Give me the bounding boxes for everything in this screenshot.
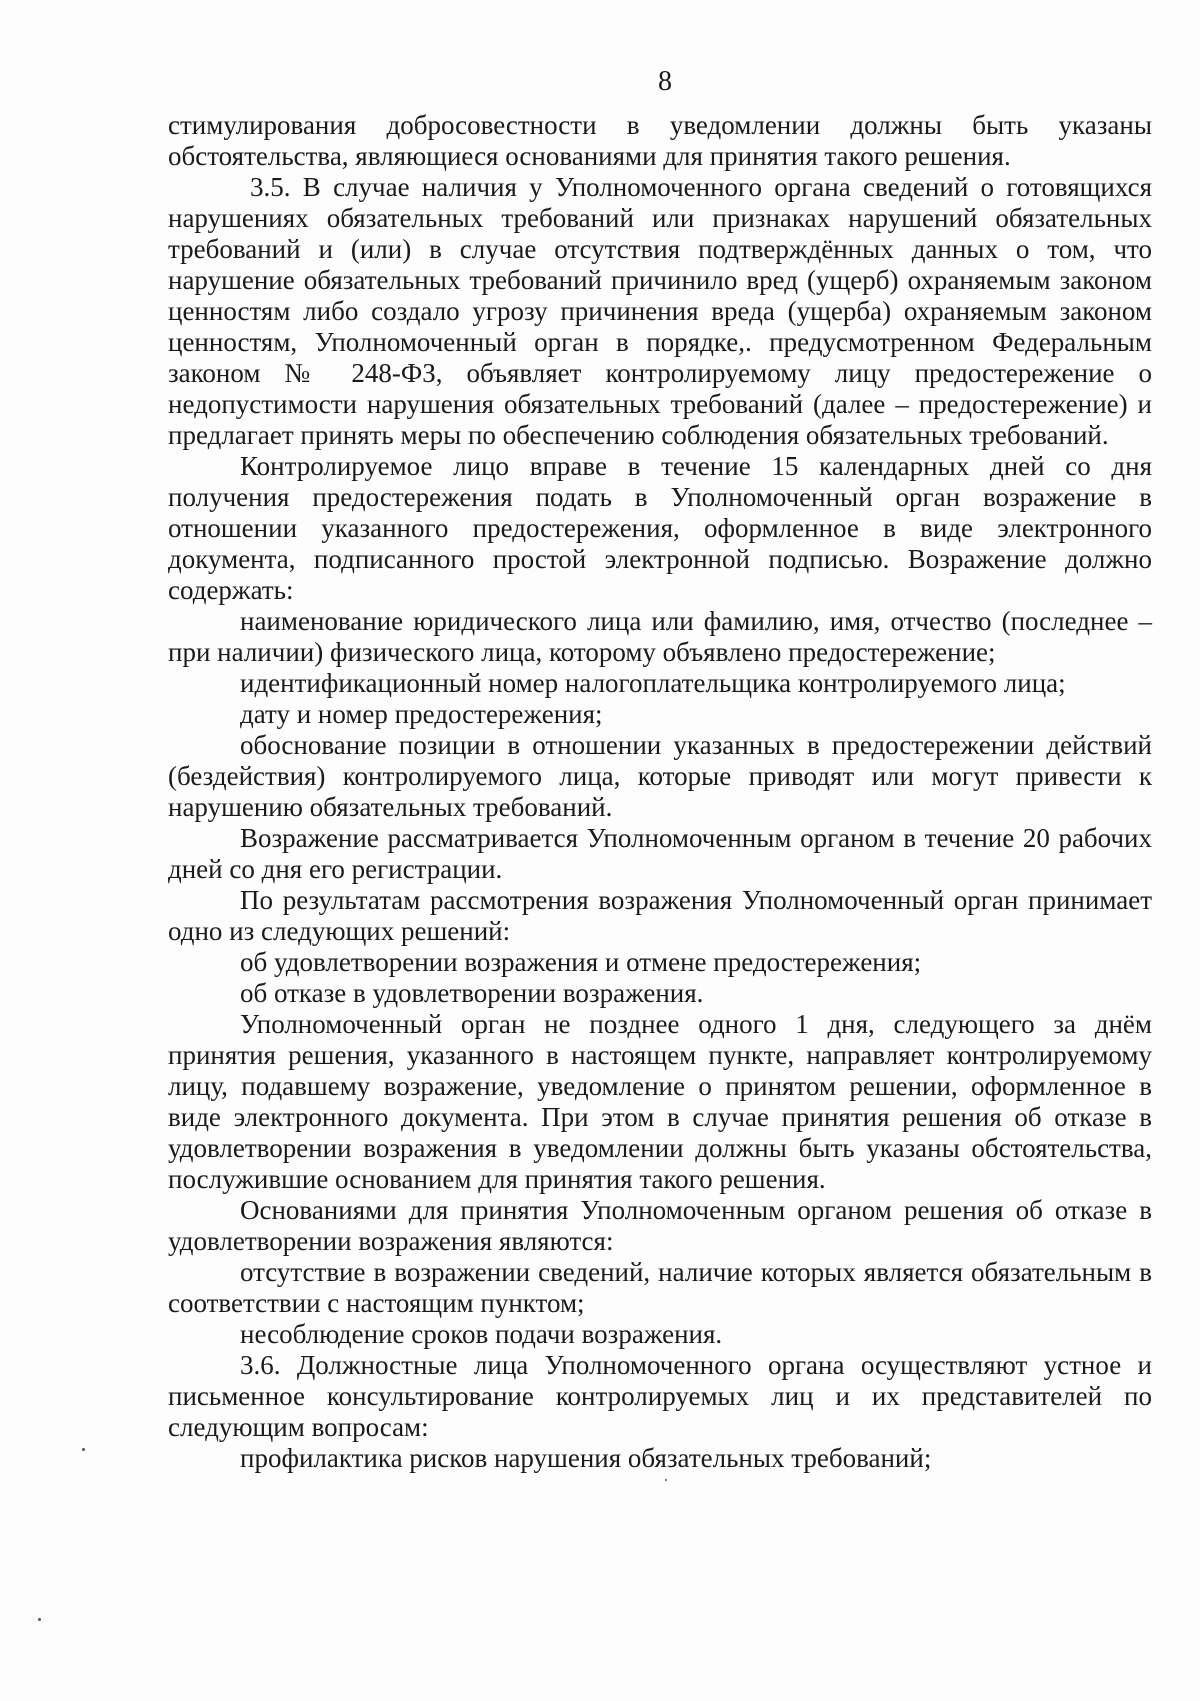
list-item: профилактика рисков нарушения обязательных требований;: [240, 1443, 932, 1473]
paragraph: Уполномоченный орган не позднее одного 1 дня, следующего за днём принятия решения, указанного в настоящем пункте, направляет контролируемому лицу, подавшему возражение, уведомление о принятом решении, оформленное в виде электронного документа. При этом в случае принятия решения об отказе в удовлетворении возражения в уведомлении должны быть указаны обстоятельства, послужившие основанием для принятия такого решения.: [168, 1009, 1152, 1194]
paragraph: Основаниями для принятия Уполномоченным органом решения об отказе в удовлетворении возражения являются:: [168, 1195, 1152, 1256]
scan-speck: [38, 1618, 41, 1621]
paragraph: Возражение рассматривается Уполномоченным органом в течение 20 рабочих дней со дня его регистрации.: [168, 823, 1152, 884]
paragraph: По результатам рассмотрения возражения Уполномоченный орган принимает одно из следующих решений:: [168, 885, 1152, 946]
scan-speck: [82, 1448, 85, 1451]
paragraph: Контролируемое лицо вправе в течение 15 календарных дней со дня получения предостережения подать в Уполномоченный орган возражение в отношении указанного предостережения, оформленное в виде электронного документа, подписанного простой электронной подписью. Возражение должно содержать:: [168, 451, 1152, 605]
list-item: обоснование позиции в отношении указанных в предостережении действий (бездействия) контролируемого лица, которые приводят или могут привести к нарушению обязательных требований.: [168, 730, 1152, 822]
list-item: наименование юридического лица или фамилию, имя, отчество (последнее – при наличии) физического лица, которому объявлено предостережение;: [168, 606, 1152, 667]
paragraph: 3.5. В случае наличия у Уполномоченного органа сведений о готовящихся нарушениях обязательных требований или признаках нарушений обязательных требований и (или) в случае отсутствия подтверждённых данных о том, что нарушение обязательных требований причинило вред (ущерб) охраняемым законом ценностям либо создало угрозу причинения вреда (ущерба) охраняемым законом ценностям, Уполномоченный орган в порядке,. предусмотренном Федеральным законом № 248-ФЗ, объявляет контролируемому лицу предостережение о недопустимости нарушения обязательных требований (далее – предостережение) и предлагает принять меры по обеспечению соблюдения обязательных требований.: [168, 172, 1152, 450]
list-item: дату и номер предостережения;: [240, 699, 603, 729]
list-item: несоблюдение сроков подачи возражения.: [240, 1319, 723, 1349]
paragraph: стимулирования добросовестности в уведомлении должны быть указаны обстоятельства, являющиеся основаниями для принятия такого решения.: [168, 110, 1152, 171]
page-number: 8: [658, 66, 672, 97]
document-body: [168, 110, 1152, 1474]
list-item: об отказе в удовлетворении возражения.: [240, 978, 704, 1008]
scan-speck: [665, 1479, 667, 1481]
list-item: идентификационный номер налогоплательщика контролируемого лица;: [240, 668, 1066, 698]
paragraph: 3.6. Должностные лица Уполномоченного органа осуществляют устное и письменное консультирование контролируемых лиц и их представителей по следующим вопросам:: [168, 1350, 1152, 1442]
list-item: об удовлетворении возражения и отмене предостережения;: [240, 947, 922, 977]
list-item: отсутствие в возражении сведений, наличие которых является обязательным в соответствии с настоящим пунктом;: [168, 1257, 1152, 1318]
